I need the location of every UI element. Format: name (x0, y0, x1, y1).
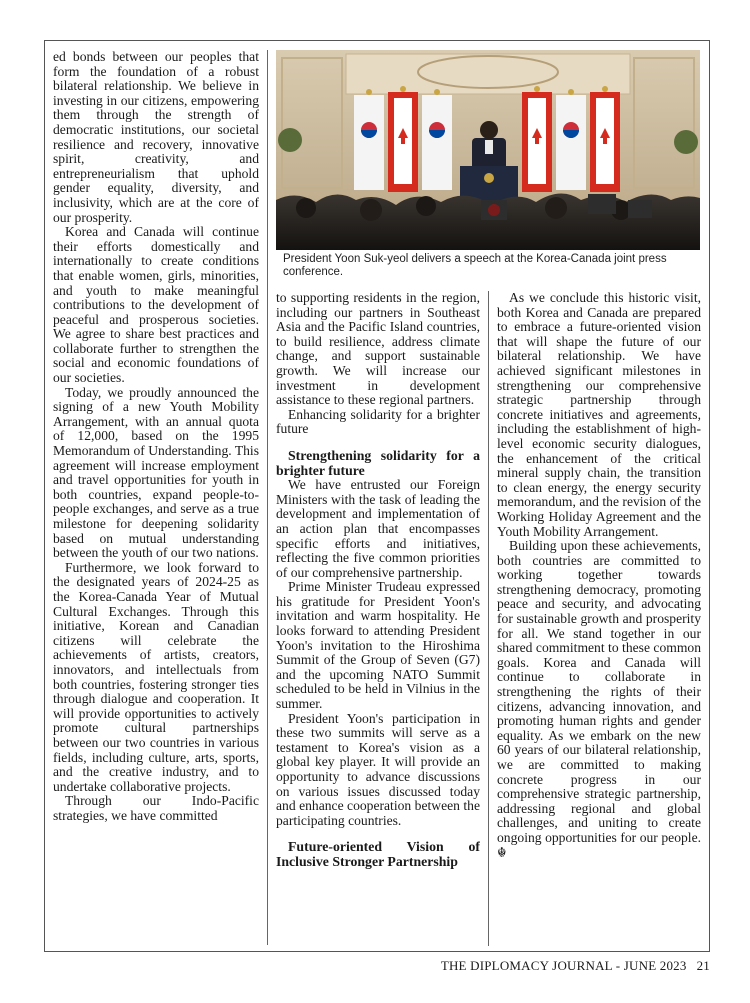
paragraph: President Yoon's participation in these two summits will serve as a testament to Korea's vision as a global key player. It will provide an opportunity to advance discussions on various issues discussed today and enhance cooperation between the participating countries. (276, 710, 480, 828)
column-divider (267, 50, 268, 945)
column-divider (488, 291, 489, 946)
paragraph: Building upon these achievements, both countries are committed to working together towards strengthening democracy, promoting peace and security, and advocating for sustainable growth and prosperity for all. We stand together in our shared commitment to these common goals. Korea and Canada will continue to collaborate in strengthening the rights of their citizens, advancing innovation, and promoting human rights and gender equality. As we embark on the new 60 years of our bilateral relationship, we are committed to making concrete progress in our comprehensive strategic partnership, addressing regional and global challenges, and uniting to create ongoing opportunities for our people. ☬ (497, 538, 701, 860)
photo-caption: President Yoon Suk-yeol delivers a speech at the Korea-Canada joint press conference. (283, 253, 667, 278)
paragraph: ed bonds between our peoples that form the foundation of a robust bilateral relationship. We believe in investing in our citizens, empowering them through the strength of democratic institutions, our societal resilience and recovery, innovative spirit, creativity, and entrepreneurialism that uphold gender equality, diversity, and inclusivity, which are at the core of our prosperity. (53, 50, 259, 225)
article-column-1 (53, 50, 259, 945)
paragraph: We have entrusted our Foreign Ministers with the task of leading the development and implementation of an action plan that encompasses specific efforts and initiatives, reflecting the five common priorities of our comprehensive partnership. (276, 477, 480, 580)
article-column-2 (276, 291, 480, 946)
paragraph: Prime Minister Trudeau expressed his gratitude for President Yoon's invitation and warm hospitality. He looks forward to attending President Yoon's invitation to the Hiroshima Summit of the Group of Seven (G7) and the upcoming NATO Summit scheduled to be held in Vilnius in the summer. (276, 579, 480, 712)
page-footer (420, 958, 710, 974)
section-heading: Future-oriented Vision of Inclusive Stronger Partnership (276, 839, 480, 869)
article-column-3 (497, 291, 701, 946)
paragraph: As we conclude this historic visit, both Korea and Canada are prepared to embrace a future-oriented vision that will shape the future of our bilateral relationship. We have achieved significant milestones in strengthening our comprehensive strategic partnership through concrete initiatives and agreements, including the establishment of high-level economic security dialogues, the enhancement of the critical mineral supply chain, the transition to clean energy, the energy security memorandum, and the revision of the Working Holiday Agreement and the Youth Mobility Arrangement. (497, 291, 701, 539)
section-heading: Strengthening solidarity for a brighter future (276, 447, 480, 478)
paragraph: Korea and Canada will continue their efforts domestically and internationally to create conditions that enable women, girls, minorities, and youth to make meaningful contributions to the development of peaceful and prosperous societies. We agree to share best practices and collaborate further to strengthen the social and economic foundations of our societies. (53, 224, 259, 386)
page-number: 21 (696, 958, 710, 973)
paragraph: Furthermore, we look forward to the designated years of 2024-25 as the Korea-Canada Year of Mutual Cultural Exchanges. Through this initiative, Korean and Canadian citizens will celebrate the achievements of artists, creators, innovators, and intellectuals from both countries, fostering stronger ties through dialogue and cooperation. It will provide opportunities to actively promote cultural partnerships between our two countries in various fields, including culture, arts, sports, and the creative industry, and to undertake collaborative projects. (53, 559, 259, 794)
paragraph: Through our Indo-Pacific strategies, we have committed (53, 793, 259, 823)
paragraph: Enhancing solidarity for a brighter future (276, 406, 480, 437)
paragraph: to supporting residents in the region, including our partners in Southeast Asia and the Pacific Island countries, to build resilience, address climate change, and support sustainable growth. We will increase our investment in development assistance to these regional partners. (276, 291, 480, 408)
paragraph: Today, we proudly announced the signing of a new Youth Mobility Arrangement, with an annual quota of 12,000, based on the 1995 Memorandum of Understanding. This agreement will increase employment and travel opportunities for youth in both countries, expand people-to-people exchanges, and serve as a true milestone for deepening solidarity based on mutual understanding between the youth of our two nations. (53, 384, 259, 561)
press-conference-photo (276, 50, 700, 250)
publication-name: THE DIPLOMACY JOURNAL - JUNE 2023 (440, 958, 687, 973)
